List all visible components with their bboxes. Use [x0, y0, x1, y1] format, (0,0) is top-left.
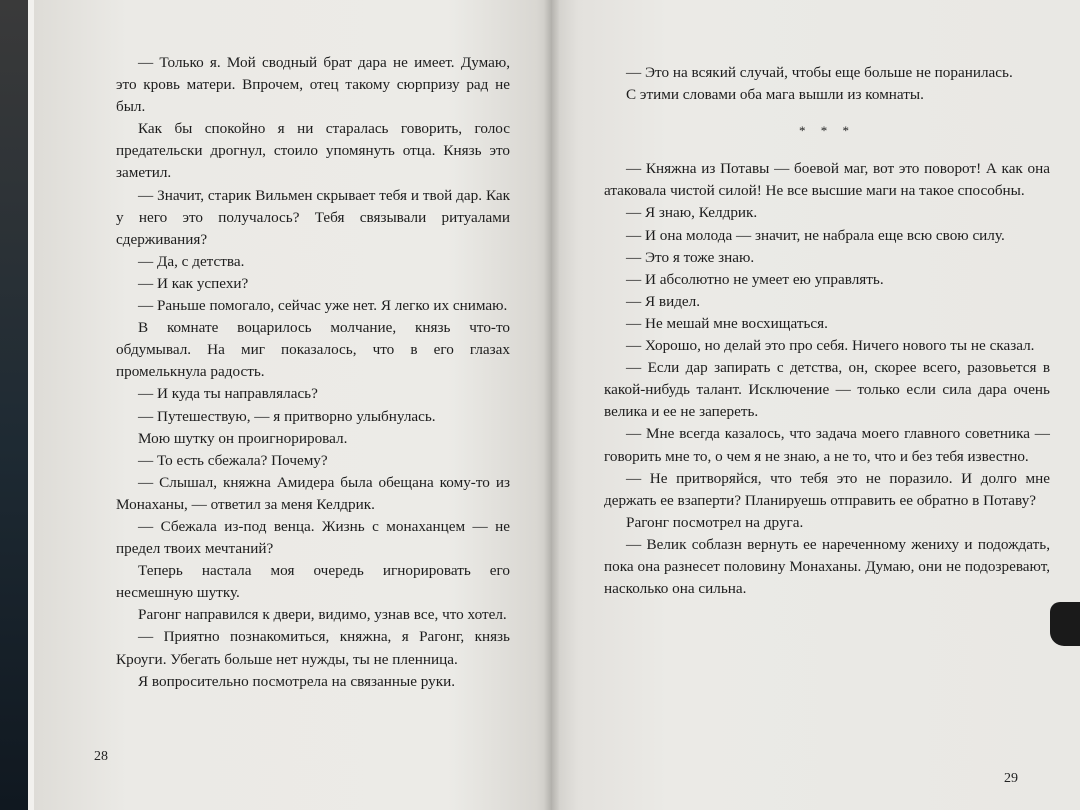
paragraph: — Это на всякий случай, чтобы еще больше не поранилась.	[626, 64, 1013, 81]
paragraph: Я вопросительно посмотрела на связанные руки.	[138, 672, 456, 690]
paragraph: — Сбежала из-под венца. Жизнь с монаханцем — не предел твоих мечтаний?	[116, 517, 510, 558]
paragraph: Мою шутку он проигнорировал.	[138, 429, 348, 447]
right-page-text-after	[604, 158, 1050, 600]
scene-separator: * * *	[799, 123, 855, 139]
paragraph: — Я знаю, Келдрик.	[626, 204, 758, 222]
right-page-text-before	[604, 62, 1050, 106]
paragraph: — И абсолютно не умеет ею управлять.	[626, 270, 884, 288]
paragraph: Теперь настала моя очередь игнорировать его несмешную шутку.	[116, 562, 510, 602]
paragraph: — Да, с детства.	[138, 252, 245, 270]
right-page-number: 29	[1004, 771, 1018, 786]
paragraph: — Раньше помогало, сейчас уже нет. Я легко их снимаю.	[138, 297, 508, 315]
paragraph: — И куда ты направлялась?	[138, 385, 318, 403]
paragraph: — Только я. Мой сводный брат дара не имеет. Думаю, это кровь матери. Впрочем, отец такому сюрпризу рад не был.	[116, 54, 510, 116]
paragraph: — Не мешай мне восхищаться.	[626, 314, 828, 332]
paragraph: — Это я тоже знаю.	[626, 248, 755, 266]
paragraph: — Значит, старик Вильмен скрывает тебя и твой дар. Как у него это получалось? Тебя связывали ритуалами сдерживания?	[116, 186, 510, 248]
left-page	[28, 0, 552, 810]
paragraph: — Приятно познакомиться, княжна, я Рагонг, князь Кроуги. Убегать больше нет нужды, ты не пленница.	[116, 628, 510, 668]
paragraph: — То есть сбежала? Почему?	[138, 451, 328, 469]
paragraph: — И она молода — значит, не набрала еще всю свою силу.	[626, 226, 1005, 244]
paragraph: — Мне всегда казалось, что задача моего главного советника —говорить мне то, о чем я не знаю, а не то, что и без тебя известно.	[604, 425, 1050, 465]
left-page-text	[116, 52, 510, 693]
paragraph: — Я видел.	[626, 292, 701, 310]
paragraph: — Не притворяйся, что тебя это не поразило. И долго мне держать ее взаперти? Планируешь отправить ее обратно в Потаву?	[604, 469, 1050, 509]
paragraph: С этими словами оба мага вышли из комнаты.	[626, 86, 924, 104]
paragraph: Рагонг посмотрел на друга.	[626, 513, 804, 531]
paragraph: — Если дар запирать с детства, он, скорее всего, разовьется в какой-нибудь талант. Исключение — только если сила дара очень велика и ее не запереть.	[604, 359, 1050, 421]
paragraph: В комнате воцарилось молчание, князь что-то обдумывал. На миг показалось, что в его глазах промелькнула радость.	[116, 319, 510, 381]
left-page-number: 28	[94, 749, 108, 764]
book-gutter	[544, 0, 560, 810]
paragraph: — Велик соблазн вернуть ее нареченному жениху и подождать, пока она разнесет половину Монаханы. Думаю, они не подозревают, насколько она сильна.	[604, 535, 1050, 598]
paragraph: — Хорошо, но делай это про себя. Ничего нового ты не сказал.	[626, 337, 1035, 355]
paragraph: — И как успехи?	[138, 274, 249, 292]
paragraph: — Слышал, княжна Амидера была обещана кому-то из Монаханы, — ответил за меня Келдрик.	[116, 473, 510, 513]
page-clip	[1050, 602, 1080, 646]
paragraph: Как бы спокойно я ни старалась говорить, голос предательски дрогнул, стоило упомянуть отца. Князь это заметил.	[116, 120, 510, 182]
open-book	[28, 0, 1080, 810]
paragraph: — Княжна из Потавы — боевой маг, вот это поворот! А как она атаковала чистой силой! Не все высшие маги на такое способны.	[604, 160, 1050, 200]
paragraph: Рагонг направился к двери, видимо, узнав все, что хотел.	[138, 606, 507, 624]
paragraph: — Путешествую, — я притворно улыбнулась.	[138, 407, 436, 425]
right-page	[552, 0, 1080, 810]
